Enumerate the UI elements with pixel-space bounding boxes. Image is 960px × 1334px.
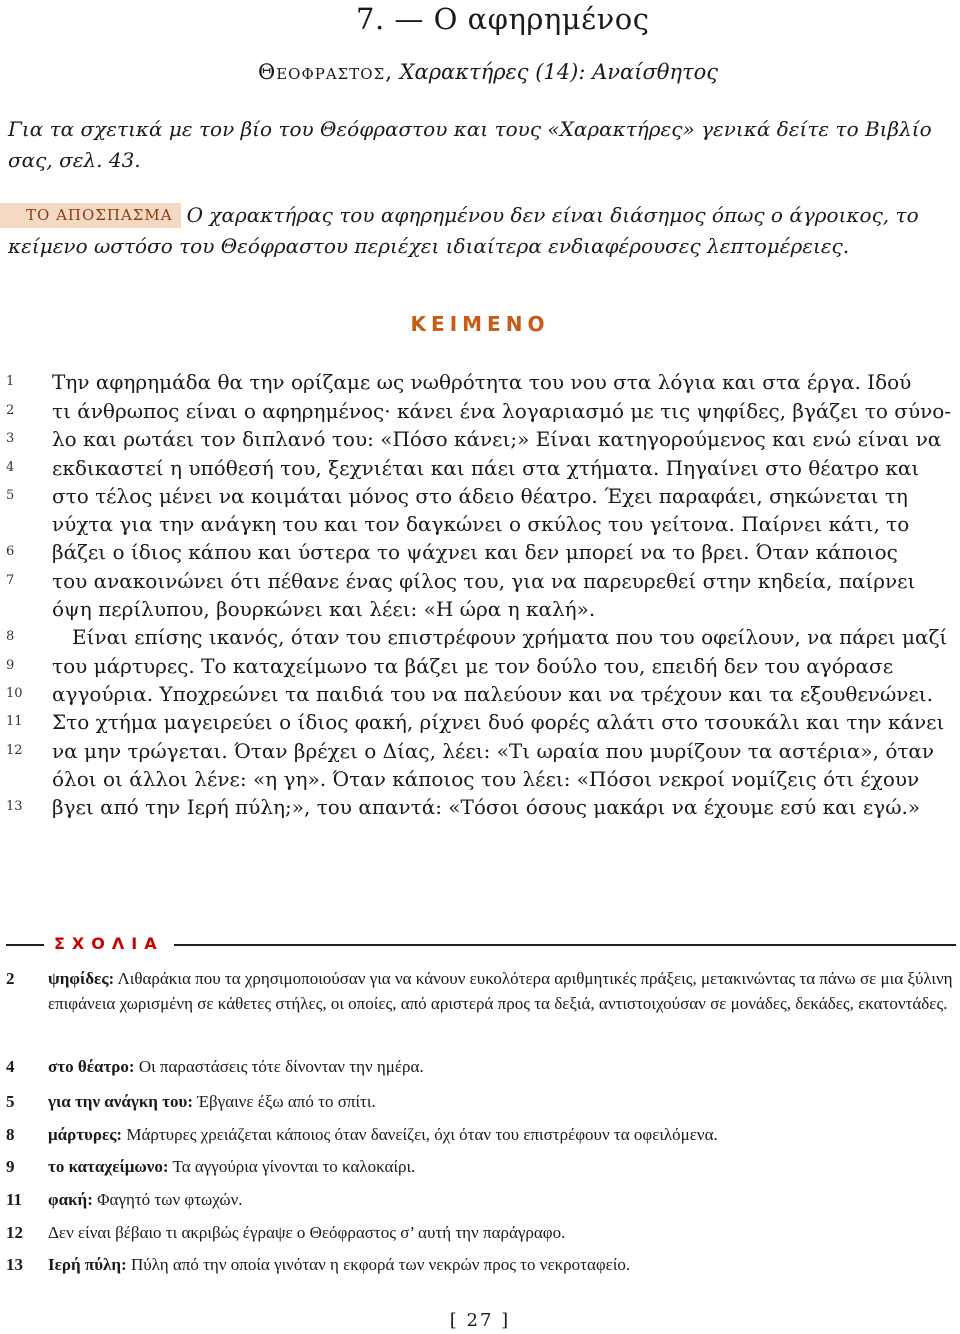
line-number: 1 [6,374,15,389]
line-text: στο τέλος μένει να κοιμάται μόνος στο άδειο θέατρο. Έχει παραφάει, σηκώνεται τη [52,484,908,508]
text-line [0,537,960,567]
line-number: 8 [6,629,15,644]
text-line [0,594,960,624]
page-number: [ 27 ] [449,1310,511,1331]
line-text: βάζει ο ίδιος κάπου και ύστερα το ψάχνει και δεν μπορεί να το βρει. Όταν κάποιος [52,540,898,564]
note-text: Δεν είναι βέβαιο τι ακριβώς έγραψε ο Θεόφραστος σ’ αυτή την παράγραφο. [48,1223,566,1242]
text-line [0,736,960,766]
line-number: 7 [6,573,15,588]
line-text: αγγούρια. Υποχρεώνει τα παιδιά του να παλεύουν και να τρέχουν και τα εξουθενώνει. [52,682,933,706]
line-text: όψη περίλυπου, βουρκώνει και λέει: «Η ώρα η καλή». [52,597,596,621]
note-number: 13 [6,1255,23,1274]
text-line [0,453,960,483]
text-line [0,764,960,794]
excerpt-text: Ο χαρακτήρας του αφηρημένου δεν είναι διάσημος όπως ο άγροικος, το κείμενο ωστόσο του Θεόφραστου περιέχει ιδιαίτερα ενδιαφέρουσες λεπτομέρειες. [8,203,919,258]
note-text: Λιθαράκια που τα χρησιμοποιούσαν για να κάνουν ευκολότερα αριθμητικές πράξεις, μετακινώντας τα πάνω σε μια ξύλινη επιφάνεια χωρισμένη σε κάθετες στήλες, οι οποίες, από αριστερά προς τα δεξιά, αντιστοιχούσαν σε μονάδες, δεκάδες, εκατοντάδες. [48,969,953,1013]
note-text: Οι παραστάσεις τότε δίνονταν την ημέρα. [138,1057,424,1076]
note-number: 11 [6,1190,23,1209]
line-number: 5 [6,488,15,503]
chapter-title: 7. — Ο αφηρημένος [356,2,650,36]
note-body [48,1154,954,1179]
line-number: 11 [6,714,23,729]
note-number: 12 [6,1223,23,1242]
line-text: λο και ρωτάει τον διπλανό του: «Πόσο κάνει;» Είναι κατηγορούμενος και ενώ είναι να [52,427,942,451]
note-term: μάρτυρες: [48,1125,123,1144]
excerpt-intro [8,200,954,262]
line-text: Την αφηρημάδα θα την ορίζαμε ως νωθρότητα του νου στα λόγια και στα έργα. Ιδού [52,370,912,394]
text-line [0,481,960,511]
author-name: Θεοφραστοσ, [258,60,393,84]
line-text: τι άνθρωπος είναι ο αφηρημένος· κάνει ένα λογαριασμό με τις ψηφίδες, βγάζει το σύνο- [52,399,952,423]
note-term: στο θέατρο: [48,1057,135,1076]
text-line [0,396,960,426]
note-number: 5 [6,1092,15,1111]
text-line [0,679,960,709]
line-number: 12 [6,743,23,758]
note-number: 4 [6,1057,15,1076]
note-body [48,1054,954,1079]
note-body [48,966,954,1016]
excerpt-label: ΤΟ ΑΠΟΣΠΑΣΜΑ [0,203,181,228]
note-text: Έβγαινε έξω από το σπίτι. [197,1092,376,1111]
line-text: του ανακοινώνει ότι πέθανε ένας φίλος του, για να παρευρεθεί στην κηδεία, παίρνει [52,569,916,593]
note-text: Πύλη από την οποία γινόταν η εκφορά των νεκρών προς το νεκροταφείο. [130,1255,631,1274]
text-line [0,792,960,822]
work-title: Χαρακτήρες (14): Αναίσθητος [399,60,719,84]
line-number: 3 [6,431,15,446]
line-number: 6 [6,544,15,559]
note-body [48,1220,954,1245]
text-heading: ΚΕΙΜΕΝΟ [410,312,550,336]
line-text: του μάρτυρες. Το καταχείμωνο τα βάζει με τον δούλο του, επειδή δεν του αγόρασε [52,654,894,678]
note-term: Ιερή πύλη: [48,1255,127,1274]
note-number: 9 [6,1157,15,1176]
note-body [48,1122,954,1147]
text-line [0,424,960,454]
note-text: Μάρτυρες χρειάζεται κάποιος όταν δανείζει, όχι όταν του επιστρέφουν τα οφειλόμενα. [126,1125,718,1144]
note-body [48,1089,954,1114]
note-number: 8 [6,1125,15,1144]
scholia-heading: ΣΧΟΛΙΑ [44,934,174,953]
note-text: Τα αγγούρια γίνονται το καλοκαίρι. [172,1157,416,1176]
text-line [0,566,960,596]
line-number: 10 [6,686,23,701]
line-number: 4 [6,460,15,475]
line-text: Είναι επίσης ικανός, όταν του επιστρέφουν χρήματα που του οφείλουν, να πάρει μαζί [72,625,948,649]
note-term: ψηφίδες: [48,969,115,988]
note-body [48,1252,954,1277]
text-line [0,367,960,397]
note-term: το καταχείμωνο: [48,1157,169,1176]
note-text: Φαγητό των φτωχών. [97,1190,243,1209]
line-number: 13 [6,799,23,814]
text-line [0,509,960,539]
intro-paragraph: Για τα σχετικά με τον βίο του Θεόφραστου και τους «Χαρακτήρες» γενικά δείτε το Βιβλίο σας, σελ. 43. [8,117,932,172]
note-term: για την ανάγκη του: [48,1092,193,1111]
text-line [0,707,960,737]
text-line [0,622,960,652]
note-number: 2 [6,969,15,988]
line-number: 9 [6,658,15,673]
line-text: νύχτα για την ανάγκη του και τον δαγκώνει ο σκύλος του γείτονα. Παίρνει κάτι, το [52,512,910,536]
line-text: Στο χτήμα μαγειρεύει ο ίδιος φακή, ρίχνει δυό φορές αλάτι στο τσουκάλι και την κάνει [52,710,945,734]
note-body [48,1187,954,1212]
note-term: φακή: [48,1190,93,1209]
work-subtitle [258,60,718,84]
line-text: να μην τρώγεται. Όταν βρέχει ο Δίας, λέει: «Τι ωραία που μυρίζουν τα αστέρια», όταν [52,739,935,763]
line-text: βγει από την Ιερή πύλη;», του απαντά: «Τόσοι όσους μακάρι να έχουμε εσύ και εγώ.» [52,795,921,819]
line-text: όλοι οι άλλοι λένε: «η γη». Όταν κάποιος του λέει: «Πόσοι νεκροί νομίζεις ότι έχουν [52,767,920,791]
text-line [0,651,960,681]
line-number: 2 [6,403,15,418]
line-text: εκδικαστεί η υπόθεσή του, ξεχνιέται και πάει στα χτήματα. Πηγαίνει στο θέατρο και [52,456,920,480]
